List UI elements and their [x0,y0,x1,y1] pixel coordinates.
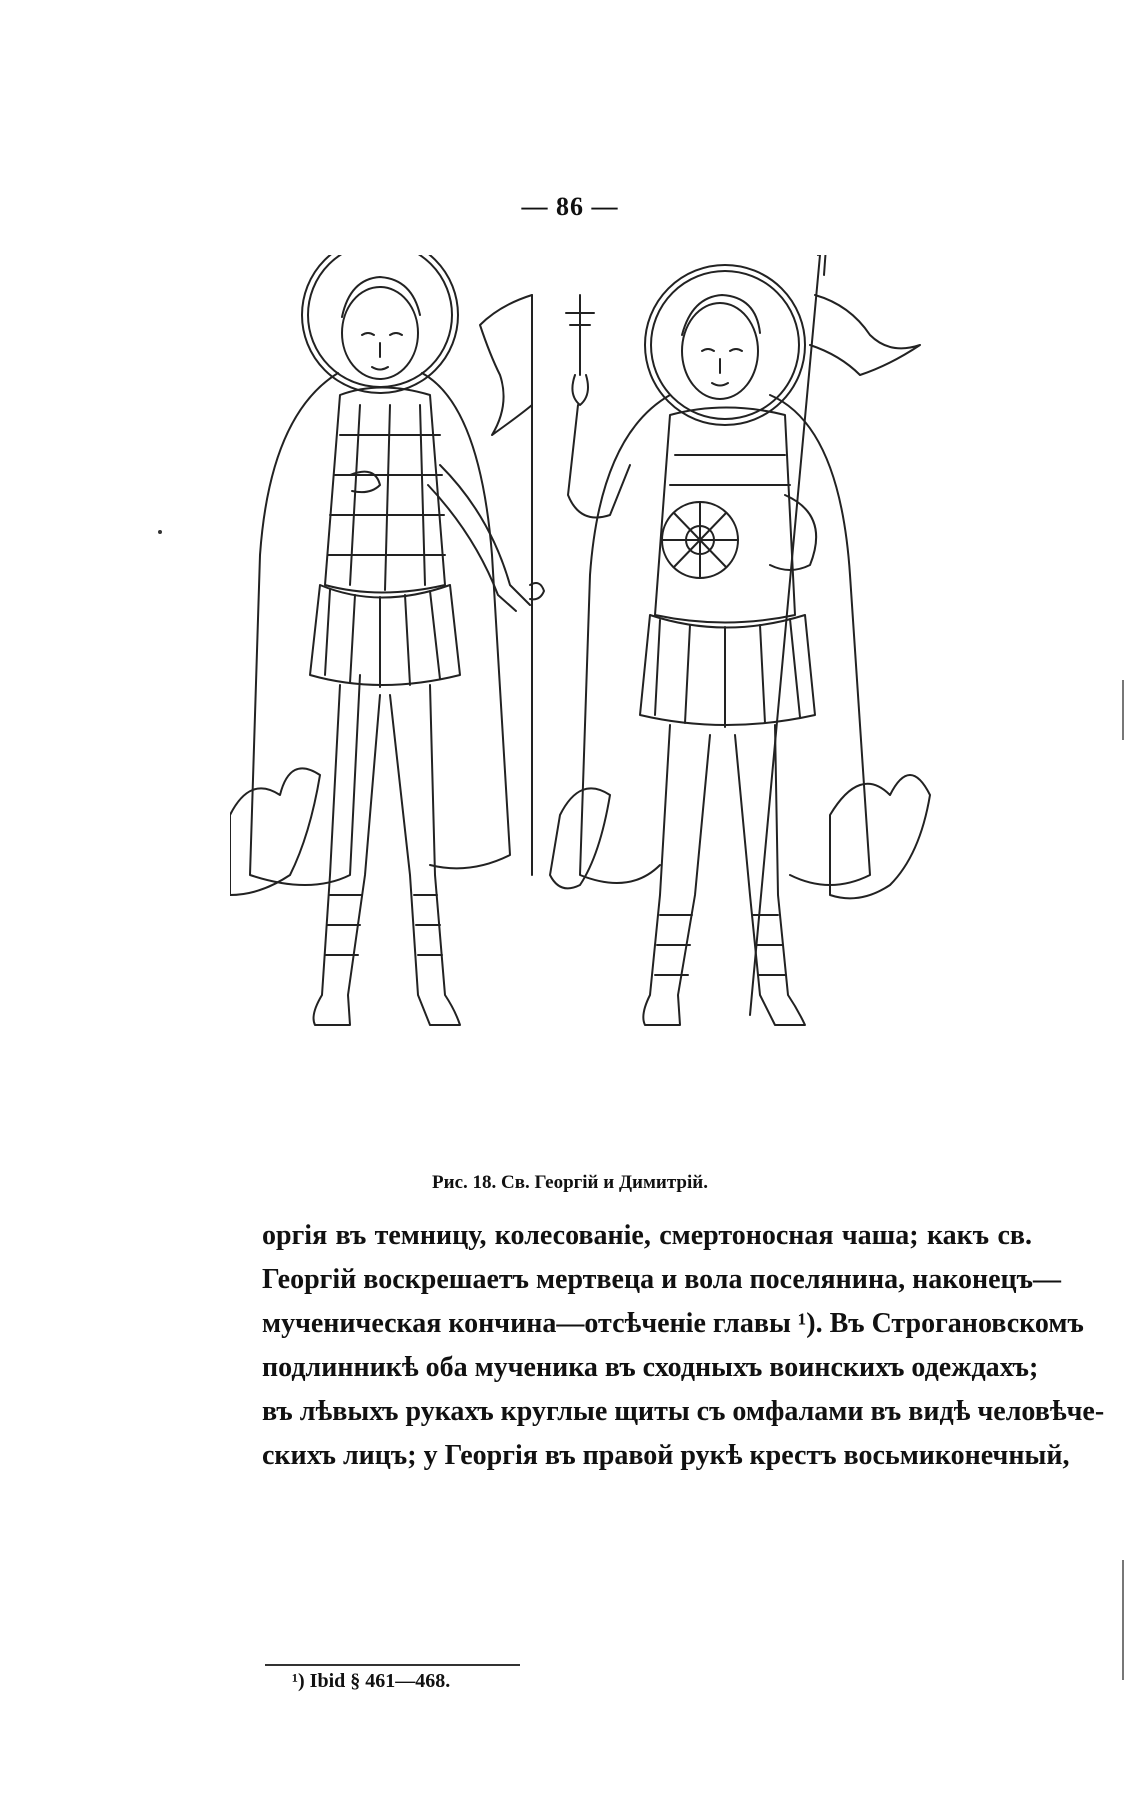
text-line: оргія въ темницу, колесованіе, смертоносная чаша; какъ св. [262,1220,1032,1251]
text-line: въ лѣвыхъ рукахъ круглые щиты съ омфалами въ видѣ человѣче- [262,1396,1105,1427]
page-number: — 86 — [521,192,619,221]
footnote-rule [265,1664,520,1666]
two-saints-engraving-icon [230,255,1060,1165]
footnote: ¹) Ibid § 461—468. [292,1670,451,1692]
body-text [262,1214,1105,1478]
edge-scan-mark [1122,1560,1124,1680]
stray-mark [158,530,162,534]
saint-demetrius-figure [550,255,930,1025]
text-line: Георгій воскрешаетъ мертвеца и вола поселянина, наконецъ— [262,1264,1061,1295]
edge-scan-mark [1122,680,1124,740]
text-line: скихъ лицъ; у Георгія въ правой рукѣ крестъ восьмиконечный, [262,1440,1070,1471]
text-line: подлинникѣ оба мученика въ сходныхъ воинскихъ одеждахъ; [262,1352,1039,1383]
text-line: мученическая кончина—отсѣченіе главы ¹). Въ Строгановскомъ [262,1308,1084,1339]
saint-george-figure [230,255,544,1025]
figure-caption: Рис. 18. Св. Георгій и Димитрій. [432,1172,708,1193]
figure-saints-illustration [230,255,1060,1165]
